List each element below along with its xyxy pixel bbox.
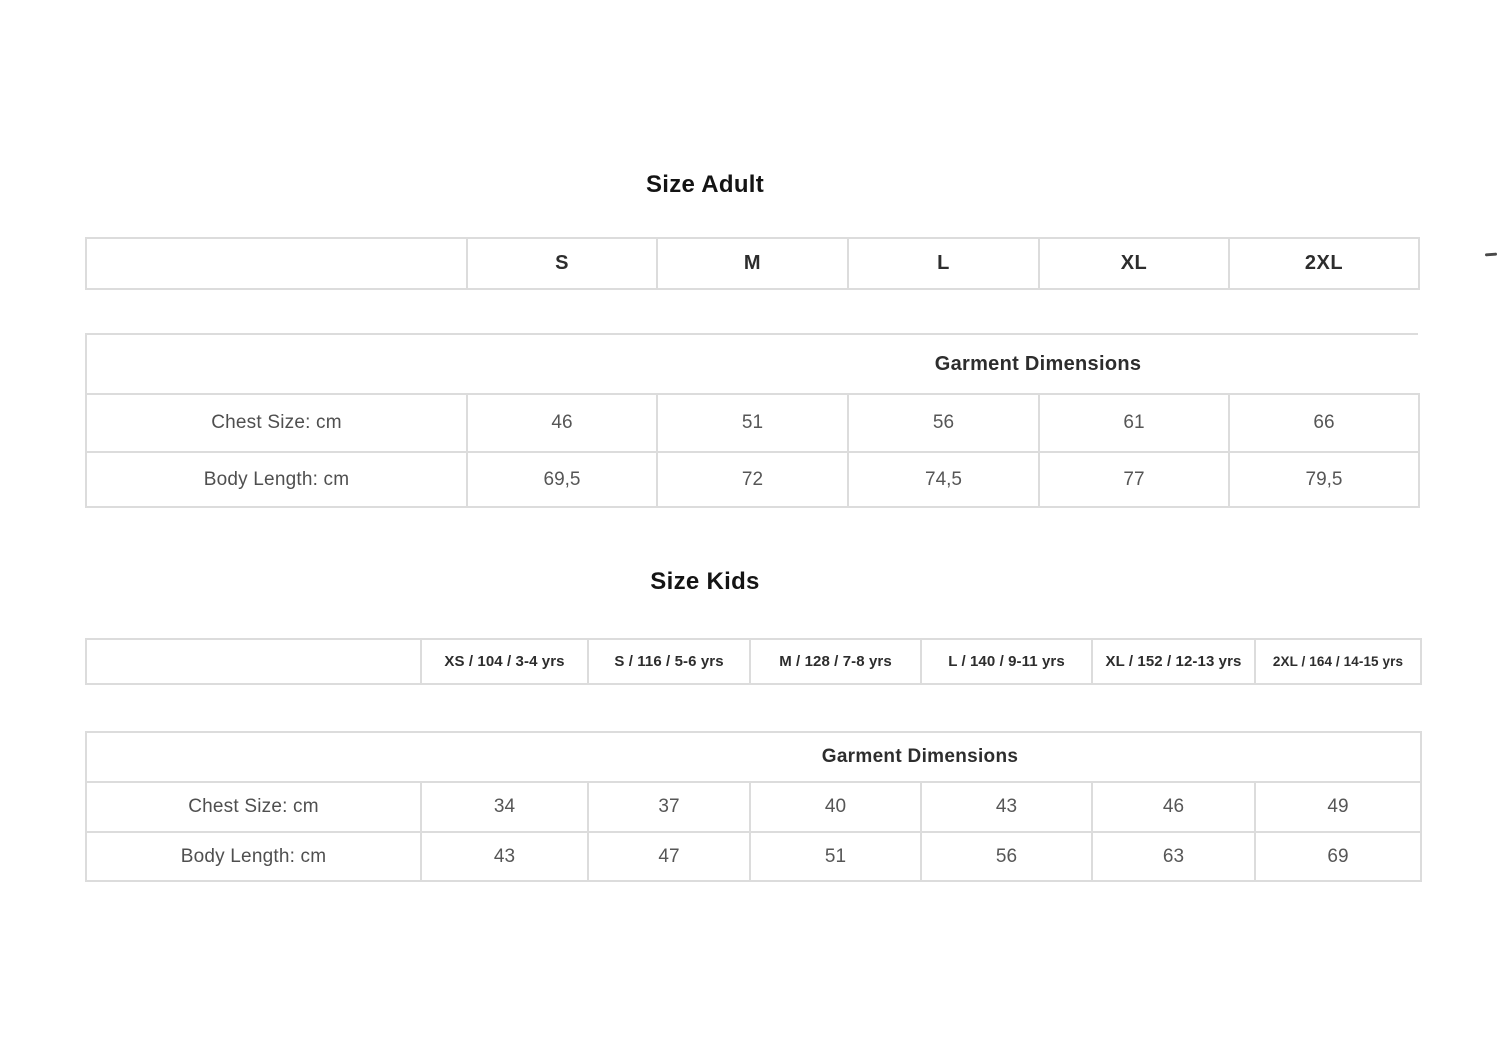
adult-body-2xl: 79,5: [1228, 451, 1418, 506]
adult-size-l: L: [847, 239, 1038, 288]
kids-chest-xs: 34: [420, 783, 587, 831]
adult-size-xl: XL: [1038, 239, 1228, 288]
kids-body-xl: 63: [1091, 831, 1254, 880]
kids-size-header-table: [85, 638, 1422, 685]
kids-chest-2xl: 49: [1254, 783, 1420, 831]
adult-body-xl: 77: [1038, 451, 1228, 506]
kids-body-l: 56: [920, 831, 1091, 880]
adult-size-s: S: [466, 239, 656, 288]
kids-corner-empty-cell: [87, 640, 420, 683]
kids-chest-xl: 46: [1091, 783, 1254, 831]
kids-body-xs: 43: [420, 831, 587, 880]
adult-body-l: 74,5: [847, 451, 1038, 506]
kids-dimensions-grid: [87, 783, 1420, 880]
kids-body-length-label: Body Length: cm: [87, 831, 420, 880]
adult-dimensions-grid: [85, 393, 1420, 508]
adult-garment-dimensions-header: Garment Dimensions: [934, 352, 1142, 375]
adult-chest-l: 56: [847, 395, 1038, 451]
adult-chest-s: 46: [466, 395, 656, 451]
kids-body-s: 47: [587, 831, 749, 880]
kids-chest-m: 40: [749, 783, 920, 831]
kids-body-2xl: 69: [1254, 831, 1420, 880]
adult-chest-2xl: 66: [1228, 395, 1418, 451]
kids-chest-l: 43: [920, 783, 1091, 831]
adult-section-title: Size Adult: [645, 171, 765, 198]
kids-size-xs: XS / 104 / 3-4 yrs: [420, 640, 587, 683]
adult-size-2xl: 2XL: [1228, 239, 1418, 288]
kids-size-2xl: 2XL / 164 / 14-15 yrs: [1254, 640, 1420, 683]
adult-size-m: M: [656, 239, 847, 288]
adult-size-header-table: [85, 237, 1420, 290]
kids-section-title: Size Kids: [650, 568, 760, 595]
adult-corner-empty-cell: [87, 239, 466, 288]
kids-size-m: M / 128 / 7-8 yrs: [749, 640, 920, 683]
kids-body-m: 51: [749, 831, 920, 880]
kids-garment-dimensions-header: Garment Dimensions: [821, 746, 1019, 767]
adult-body-s: 69,5: [466, 451, 656, 506]
kids-size-xl: XL / 152 / 12-13 yrs: [1091, 640, 1254, 683]
kids-chest-s: 37: [587, 783, 749, 831]
adult-chest-m: 51: [656, 395, 847, 451]
kids-garment-dimensions-header-row: [87, 733, 1420, 783]
adult-body-length-label: Body Length: cm: [87, 451, 466, 506]
kids-size-s: S / 116 / 5-6 yrs: [587, 640, 749, 683]
adult-chest-xl: 61: [1038, 395, 1228, 451]
clipped-table-artifact: [1485, 253, 1497, 257]
adult-body-m: 72: [656, 451, 847, 506]
kids-garment-dimensions-table: [85, 731, 1422, 882]
kids-chest-size-label: Chest Size: cm: [87, 783, 420, 831]
adult-garment-dimensions-table: [85, 333, 1420, 508]
adult-chest-size-label: Chest Size: cm: [87, 395, 466, 451]
kids-size-l: L / 140 / 9-11 yrs: [920, 640, 1091, 683]
adult-garment-dimensions-header-row: [85, 333, 1418, 393]
